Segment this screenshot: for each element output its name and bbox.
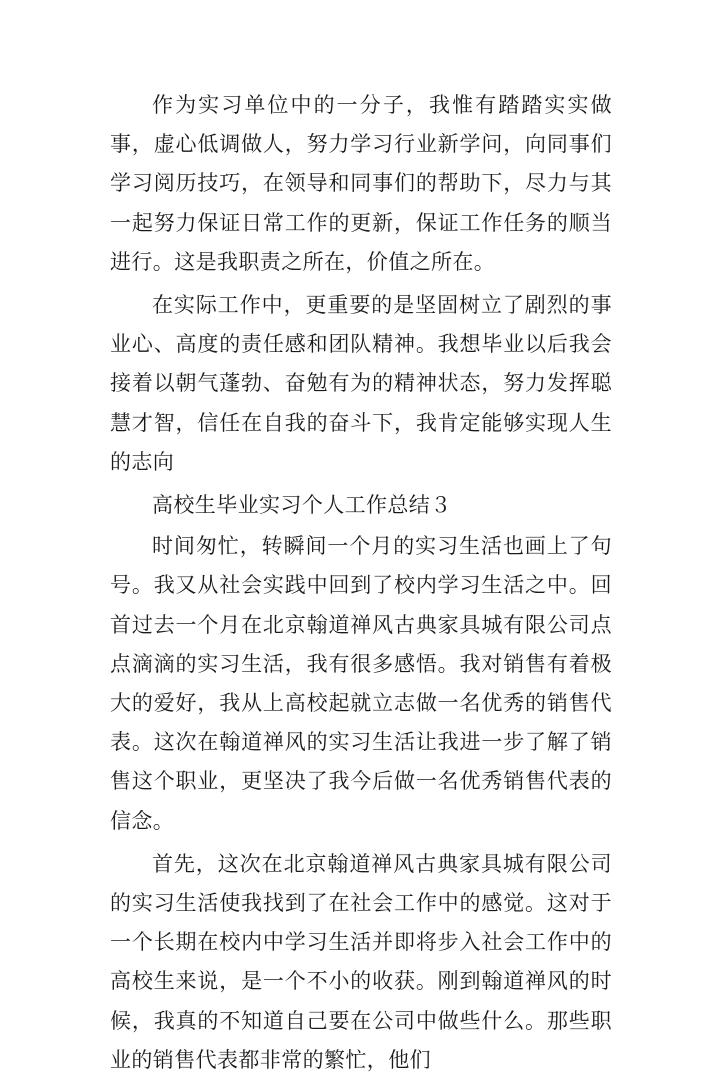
section-title: 高校生毕业实习个人工作总结３ xyxy=(152,493,452,518)
paragraph-ambition: 在实际工作中，更重要的是坚固树立了剧烈的事业心、高度的责任感和团队精神。我想毕业以后我会接着以朝气蓬勃、奋勉有为的精神状态，努力发挥聪慧才智，信任在自我的奋斗下，我肯定能够实现人生的志向 xyxy=(110,293,612,474)
paragraph-first: 首先，这次在北京翰道禅风古典家具城有限公司的实习生活使我找到了在社会工作中的感觉。这对于一个长期在校内中学习生活并即将步入社会工作中的高校生来说，是一个不小的收获。刚到翰道禅风的时候，我真的不知道自己要在公司中做些什么。那些职业的销售代表都非常的繁忙，他们 xyxy=(110,851,612,1072)
paragraph-duty: 作为实习单位中的一分子，我惟有踏踏实实做事，虚心低调做人，努力学习行业新学问，向同事们学习阅历技巧，在领导和同事们的帮助下，尽力与其一起努力保证日常工作的更新，保证工作任务的顺当进行。这是我职责之所在，价值之所在。 xyxy=(110,93,612,274)
paragraph-intro: 时间匆忙，转瞬间一个月的实习生活也画上了句号。我又从社会实践中回到了校内学习生活之中。回首过去一个月在北京翰道禅风古典家具城有限公司点点滴滴的实习生活，我有很多感悟。我对销售有着极大的爱好，我从上高校起就立志做一名优秀的销售代表。这次在翰道禅风的实习生活让我进一步了解了销售这个职业，更坚决了我今后做一名优秀销售代表的信念。 xyxy=(110,534,612,833)
document-body xyxy=(110,86,612,1084)
